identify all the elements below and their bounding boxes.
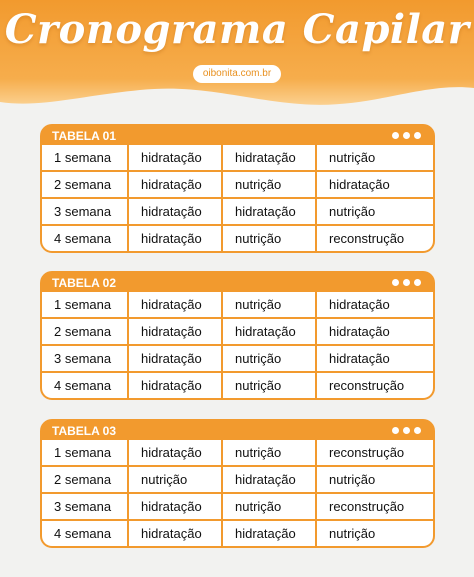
- treatment-cell: nutrição: [317, 521, 433, 546]
- window-dots-icon: [392, 279, 421, 286]
- schedule-table-3: [40, 419, 435, 548]
- table-row: [42, 521, 433, 546]
- table-row: [42, 373, 433, 398]
- table-row: [42, 494, 433, 519]
- window-dots-icon: [392, 132, 421, 139]
- treatment-cell: nutrição: [129, 467, 221, 492]
- treatment-cell: nutrição: [223, 172, 315, 197]
- week-cell: 1 semana: [42, 292, 127, 317]
- treatment-cell: hidratação: [129, 199, 221, 224]
- header-banner: [0, 0, 474, 125]
- treatment-cell: nutrição: [223, 440, 315, 465]
- table-row: [42, 172, 433, 197]
- treatment-cell: reconstrução: [317, 440, 433, 465]
- treatment-cell: reconstrução: [317, 226, 433, 251]
- week-cell: 3 semana: [42, 494, 127, 519]
- table-row: [42, 467, 433, 492]
- treatment-cell: hidratação: [223, 145, 315, 170]
- treatment-cell: hidratação: [317, 172, 433, 197]
- treatment-cell: hidratação: [317, 346, 433, 371]
- week-cell: 3 semana: [42, 346, 127, 371]
- schedule-table-1: [40, 124, 435, 253]
- treatment-cell: hidratação: [129, 145, 221, 170]
- week-cell: 2 semana: [42, 319, 127, 344]
- table-row: [42, 145, 433, 170]
- window-dots-icon: [392, 427, 421, 434]
- treatment-cell: hidratação: [129, 373, 221, 398]
- week-cell: 4 semana: [42, 521, 127, 546]
- treatment-cell: hidratação: [129, 440, 221, 465]
- treatment-cell: nutrição: [223, 292, 315, 317]
- treatment-cell: nutrição: [223, 226, 315, 251]
- treatment-cell: nutrição: [223, 494, 315, 519]
- table-label: TABELA 02: [52, 275, 117, 290]
- week-cell: 2 semana: [42, 172, 127, 197]
- treatment-cell: hidratação: [223, 199, 315, 224]
- treatment-cell: hidratação: [129, 346, 221, 371]
- week-cell: 4 semana: [42, 373, 127, 398]
- table-row: [42, 440, 433, 465]
- schedule-table-2: [40, 271, 435, 400]
- page-title: Cronograma Capilar: [4, 6, 470, 53]
- treatment-cell: hidratação: [317, 292, 433, 317]
- week-cell: 2 semana: [42, 467, 127, 492]
- week-cell: 4 semana: [42, 226, 127, 251]
- treatment-cell: nutrição: [317, 467, 433, 492]
- treatment-cell: hidratação: [129, 172, 221, 197]
- table-row: [42, 226, 433, 251]
- treatment-cell: hidratação: [129, 226, 221, 251]
- treatment-cell: hidratação: [223, 467, 315, 492]
- table-row: [42, 292, 433, 317]
- treatment-cell: hidratação: [317, 319, 433, 344]
- table-header: [42, 273, 433, 292]
- treatment-cell: hidratação: [223, 319, 315, 344]
- table-row: [42, 199, 433, 224]
- treatment-cell: nutrição: [317, 199, 433, 224]
- site-url-badge: oibonita.com.br: [193, 65, 281, 83]
- table-label: TABELA 03: [52, 423, 117, 438]
- week-cell: 1 semana: [42, 145, 127, 170]
- table-header: [42, 126, 433, 145]
- table-label: TABELA 01: [52, 128, 117, 143]
- treatment-cell: hidratação: [129, 494, 221, 519]
- treatment-cell: nutrição: [223, 346, 315, 371]
- treatment-cell: hidratação: [223, 521, 315, 546]
- treatment-cell: reconstrução: [317, 494, 433, 519]
- treatment-cell: hidratação: [129, 521, 221, 546]
- treatment-cell: nutrição: [223, 373, 315, 398]
- treatment-cell: reconstrução: [317, 373, 433, 398]
- treatment-cell: hidratação: [129, 292, 221, 317]
- treatment-cell: hidratação: [129, 319, 221, 344]
- treatment-cell: nutrição: [317, 145, 433, 170]
- table-header: [42, 421, 433, 440]
- table-row: [42, 346, 433, 371]
- week-cell: 3 semana: [42, 199, 127, 224]
- week-cell: 1 semana: [42, 440, 127, 465]
- table-row: [42, 319, 433, 344]
